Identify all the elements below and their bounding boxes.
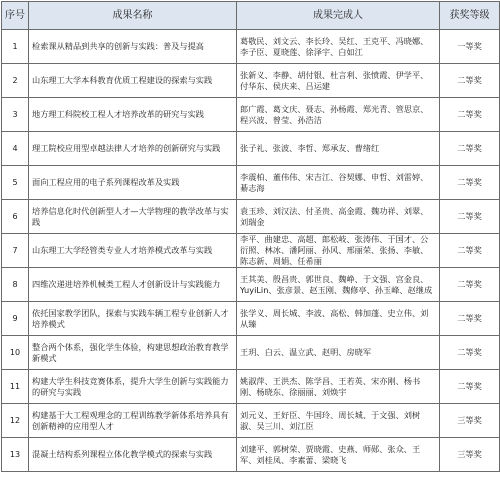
row-num: 10: [2, 336, 29, 370]
table-row: [2, 268, 500, 302]
row-num: 13: [2, 438, 29, 472]
table-row: [2, 302, 500, 336]
header-name: 成果名称: [29, 2, 237, 30]
row-award: 二等奖: [440, 336, 500, 370]
row-num: 5: [2, 166, 29, 200]
row-name: 山东理工大学经管类专业人才培养模式改革与实践: [29, 234, 237, 268]
row-num: 6: [2, 200, 29, 234]
row-name: 依托国家教学团队，探索与实践车辆工程专业创新人才培养模式: [29, 302, 237, 336]
table-row: [2, 30, 500, 64]
row-name: 混凝土结构系列课程立体化教学模式的探索与实践: [29, 438, 237, 472]
header-row: [2, 2, 500, 30]
row-name: 地方理工科院校工程人才培养改革的研究与实践: [29, 98, 237, 132]
row-award: 二等奖: [440, 268, 500, 302]
header-num: 序号: [2, 2, 29, 30]
row-name: 整合两个体系，强化学生体验，构建思想政治教育教学新模式: [29, 336, 237, 370]
table-row: [2, 200, 500, 234]
table-row: [2, 166, 500, 200]
table-row: [2, 98, 500, 132]
row-people: 张新义、李静、胡付银、杜言利、张愤霞、伊学平、付华东、侯庆来、吕运建: [237, 64, 440, 98]
header-people: 成果完成人: [237, 2, 440, 30]
row-num: 11: [2, 370, 29, 404]
row-people: 郎广霞、葛文庆、聂志、孙杨霞、郑光青、管思京、程兴波、曾莹、孙浩洁: [237, 98, 440, 132]
row-award: 二等奖: [440, 200, 500, 234]
table-row: [2, 234, 500, 268]
row-name: 培养信息化时代创新型人才—大学物理的教学改革与实践: [29, 200, 237, 234]
row-people: 王其美、殷昌贵、郭世良、魏峥、于文强、宫金良、YuyiLin、张彦景、赵玉刚、魏修亭、孙玉峰、赵继成: [237, 268, 440, 302]
row-num: 12: [2, 404, 29, 438]
row-name: 理工院校应用型卓越法律人才培养的创新研究与实践: [29, 132, 237, 166]
row-num: 9: [2, 302, 29, 336]
row-num: 8: [2, 268, 29, 302]
row-people: 李震柏、董伟伟、宋吉江、谷契娜、申哲、刘雷婷、綦志海: [237, 166, 440, 200]
row-people: 葛敬民、刘文云、李长玲、吴红、王克平、冯晓娜、李子臣、夏晓莲、徐泽宇、白如江: [237, 30, 440, 64]
row-people: 李平、曲建忠、高超、郎松岐、张涛伟、于国才、公衍照、林冰、潘阿丽、孙风、邢丽荣、张扬、李敏、陈志新、周娟、任希丽: [237, 234, 440, 268]
row-people: 王玥、白云、温立武、赵明、房晓军: [237, 336, 440, 370]
row-name: 构建大学生科技竞赛体系，提升大学生创新与实践能力的研究与实践: [29, 370, 237, 404]
row-award: 三等奖: [440, 404, 500, 438]
row-name: 构建基于大工程观理念的工程训练教学新体系培养具有创新精神的应用型人才: [29, 404, 237, 438]
row-award: 二等奖: [440, 302, 500, 336]
row-award: 二等奖: [440, 64, 500, 98]
row-name: 检索课从精品到共享的创新与实践：普及与提高: [29, 30, 237, 64]
row-people: 袁玉珍、刘汉法、付圣贵、高金霞、魏功祥、刘翠、刘瑞金: [237, 200, 440, 234]
row-award: 一等奖: [440, 30, 500, 64]
row-award: 三等奖: [440, 438, 500, 472]
row-people: 张子礼、张波、李哲、郑承友、曹绪红: [237, 132, 440, 166]
row-name: 四维次递进培养机械类工程人才创新设计与实践能力: [29, 268, 237, 302]
row-award: 二等奖: [440, 132, 500, 166]
row-name: 山东理工大学本科教育优质工程建设的探索与实践: [29, 64, 237, 98]
row-award: 二等奖: [440, 166, 500, 200]
row-award: 二等奖: [440, 370, 500, 404]
table-row: [2, 64, 500, 98]
table-row: [2, 132, 500, 166]
row-num: 7: [2, 234, 29, 268]
row-name: 面向工程应用的电子系列课程改革及实践: [29, 166, 237, 200]
table-row: [2, 336, 500, 370]
table-row: [2, 370, 500, 404]
row-num: 4: [2, 132, 29, 166]
table-row: [2, 438, 500, 472]
row-num: 2: [2, 64, 29, 98]
row-people: 姚淑萍、王洪杰、陈学昌、王若英、宋亦刚、杨书刚、杨晓东、徐丽丽、刘焕宇: [237, 370, 440, 404]
awards-table: [1, 1, 500, 472]
row-num: 1: [2, 30, 29, 64]
row-people: 张学义、周长城、李波、高松、韩加蓬、史立伟、刘从臻: [237, 302, 440, 336]
row-people: 刘元义、王好臣、牛国玲、周长城、于文强、刘树淑、吴三川、刘江臣: [237, 404, 440, 438]
row-num: 3: [2, 98, 29, 132]
row-award: 二等奖: [440, 234, 500, 268]
row-people: 刘建平、郭树荣、贾晓霞、史燕、师郧、张众、王军、刘桂凤、李素蕾、梁晓飞: [237, 438, 440, 472]
table-row: [2, 404, 500, 438]
header-award: 获奖等级: [440, 2, 500, 30]
row-award: 二等奖: [440, 98, 500, 132]
